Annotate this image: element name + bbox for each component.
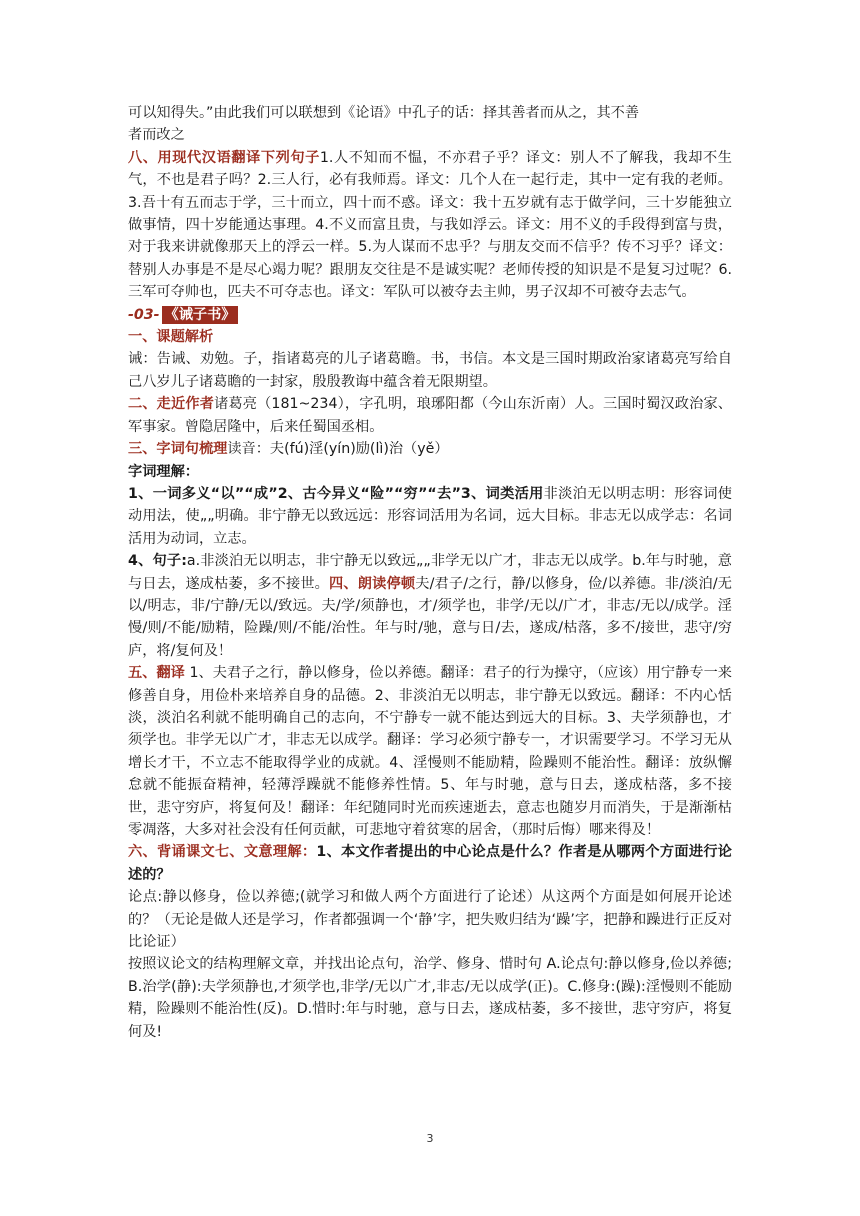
section-3-heading: 三、字词句梳理 (128, 441, 228, 458)
section-8-body: 1.人不知而不愠，不亦君子乎？译文：别人不了解我，我却不生气，不也是君子吗？2.三人行，必有我师焉。译文：几个人在一起行走，其中一定有我的老师。3.吾十有五而志于学，三十而立，四十而不惑。译文：我十五岁就有志于做学问，三十岁能独立做事情，四十岁能通达事理。4.不义而富且贵，与我如浮云。译文：用不义的手段得到富与贵，对于我来讲就像那天上的浮云一样。5.为人谋而不忠乎？与朋友交而不信乎？传不习乎？译文：替别人办事是不是尽心竭力呢？跟朋友交往是不是诚实呢？老师传授的知识是不是复习过呢？6.三军可夺帅也，匹夫不可夺志也。译文：军队可以被夺去主帅，男子汉却不可被夺去志气。 (128, 149, 732, 301)
section-5-body: 1、夫君子之行，静以修身，俭以养德。翻译：君子的行为操守，（应该）用宁静专一来修善自身，用俭朴来培养自身的品德。2、非淡泊无以明志，非宁静无以致远。翻译：不内心恬淡，淡泊名利就不能明确自己的志向，不宁静专一就不能达到远大的目标。3、夫学须静也，才须学也。非学无以广才，非志无以成学。翻译：学习必须宁静专一，才识需要学习。不学习无从增长才干，不立志不能取得学业的成就。4、淫慢则不能励精，险躁则不能治性。翻译：放纵懈怠就不能振奋精神，轻薄浮躁就不能修养性情。5、年与时驰，意与日去，遂成枯落，多不接世，悲守穷庐，将复何及！翻译：年纪随同时光而疾速逝去，意志也随岁月而消失，于是渐渐枯零凋落，大多对社会没有任何贡献，可悲地守着贫寒的居舍，（那时后悔）哪来得及！ (128, 665, 732, 838)
document-page (128, 102, 732, 1043)
section-4-body: 夫/君子/之行，静/以修身，俭/以养德。非/淡泊/无以/明志，非/宁静/无以/致远。夫/学/须静也，才/须学也，非学/无以/广才，非志/无以/成学。淫慢/则/不能/励精，险躁/则/不能/治性。年与时/驰，意与日/去，遂成/枯落，多不/接世，悲守/穷庐，将/复何及！ (128, 575, 732, 659)
section-1 (128, 326, 732, 393)
section-5-heading: 五、翻译 (128, 665, 185, 682)
section-3-sentence-label: 4、句子: (128, 553, 187, 570)
section-4-heading: 四、朗读停顿 (329, 575, 416, 592)
section-3-body: 读音：夫(fú)淫(yín)励(lì)治（yě） (227, 441, 449, 458)
section-3 (128, 438, 732, 662)
section-2-heading: 二、走近作者 (128, 396, 215, 413)
section-5 (128, 662, 732, 841)
intro-line-2: 者而改之 (128, 127, 185, 144)
section-3-sentence-body: a.非淡泊无以明志，非宁静无以致远„„非学无以广才，非志无以成学。b.年与时驰，意与日去，遂成枯萎，多不接世。 (128, 553, 732, 592)
paragraph-intro (128, 102, 732, 147)
section-6-question: 1、本文作者提出的中心论点是什么？作者是从哪两个方面进行论述的？ (128, 844, 732, 883)
section-6-paragraph-2: 按照议论文的结构理解文章，并找出论点句，治学、修身、惜时句 A.论点句:静以修身,俭以养德;B.治学(静):夫学须静也,才须学也,非学/无以广才,非志/无以成学(正)。C.修身:(躁):淫慢则不能励精，险躁则不能治性(反)。D.惜时:年与时驰，意与日去，遂成枯萎，多不接世，悲守穷庐，将复何及! (128, 956, 732, 1040)
section-2 (128, 393, 732, 438)
section-3-items-heading: 1、一词多义“以”“成”2、古今异义“险”“穷”“去”3、词类活用 (128, 485, 544, 502)
section-3-items-body: 非淡泊无以明志明：形容词使动用法，使„„明确。非宁静无以致远远：形容词活用为名词，远大目标。非志无以成学志：名词活用为动词，立志。 (128, 485, 732, 547)
section-8-heading: 八、用现代汉语翻译下列句子 (128, 149, 320, 166)
intro-line-1: 可以知得失。”由此我们可以联想到《论语》中孔子的话：择其善者而从之，其不善 (128, 105, 640, 121)
section-6-heading: 六、背诵课文七、文意理解： (128, 844, 317, 861)
section-1-heading: 一、课题解析 (128, 329, 214, 346)
section-6-paragraph-1: 论点:静以修身，俭以养德;(就学习和做人两个方面进行了论述）从这两个方面是如何展开论述的？（无论是做人还是学习，作者都强调一个‘静’字，把失败归结为‘躁’字，把静和躁进行正反对比论证） (128, 889, 732, 951)
section-1-body: 诫：告诫、劝勉。子，指诸葛亮的儿子诸葛瞻。书，书信。本文是三国时期政治家诸葛亮写给自己八岁儿子诸葛瞻的一封家，殷殷教诲中蕴含着无限期望。 (128, 351, 732, 390)
section-2-body: 诸葛亮（181~234），字孔明，琅琊阳都（今山东沂南）人。三国时蜀汉政治家、军事家。曾隐居隆中，后来任蜀国丞相。 (128, 396, 732, 435)
section-6 (128, 841, 732, 886)
section-8 (128, 147, 732, 304)
page-number: 3 (426, 1132, 434, 1145)
lesson-title-row (128, 304, 732, 326)
lesson-number: -03- (128, 306, 160, 323)
section-3-subheading: 字词理解： (128, 463, 199, 480)
lesson-title: 《诫子书》 (162, 306, 239, 324)
